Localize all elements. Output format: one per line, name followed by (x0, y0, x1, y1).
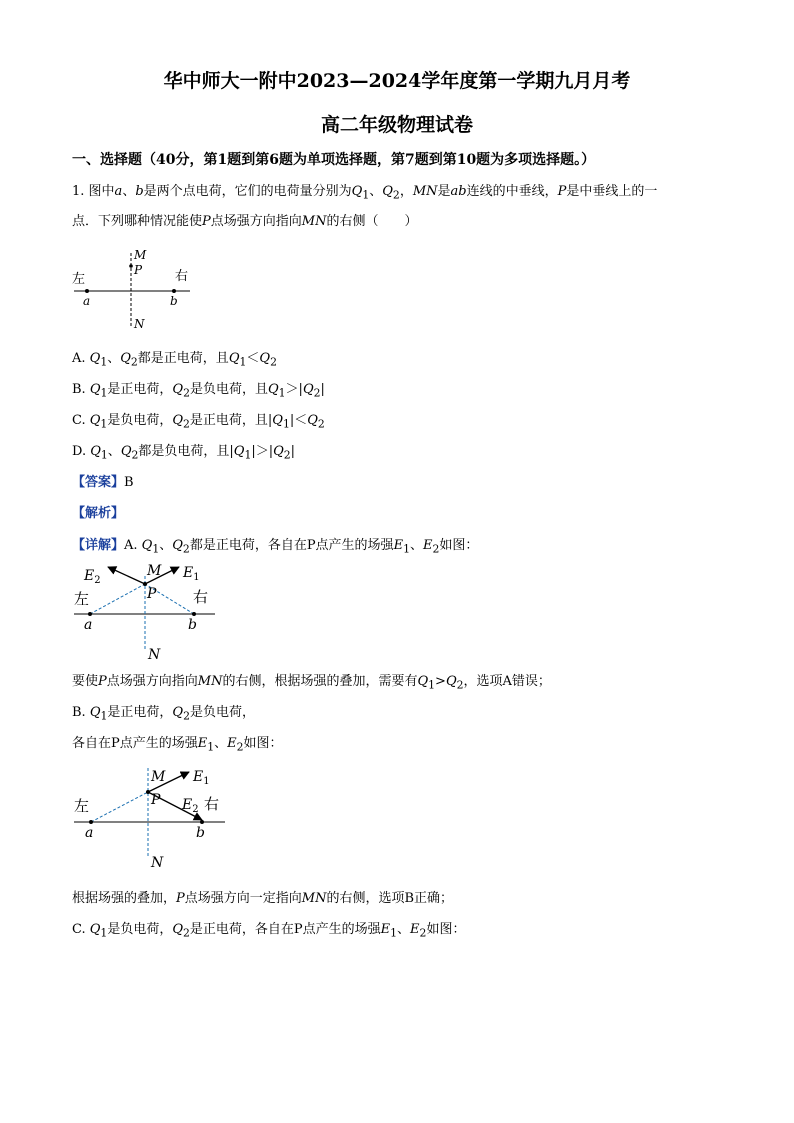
label-b: b (196, 825, 205, 841)
question-figure (70, 245, 200, 335)
label-left: 左 (74, 797, 90, 815)
label-right: 右 (204, 795, 220, 813)
label-a: a (85, 825, 94, 841)
analysis-line (72, 505, 124, 523)
detail-c-line: C. $Q_1$是负电荷，$Q_2$是正电荷，各自在P点产生的场强$E_1$、$E_2$如图： (72, 922, 466, 940)
charge-a (89, 820, 93, 824)
a-to-p-line (91, 792, 148, 822)
option-c[interactable]: C. $Q_1$是负电荷，$Q_2$是正电荷，且$|Q_1|<Q_2$ (72, 413, 325, 431)
section-heading: 一、选择题（40分，第1题到第6题为单项选择题，第7题到第10题为多项选择题。） (72, 152, 596, 168)
option-b[interactable]: B. $Q_1$是正电荷，$Q_2$是负电荷，且$Q_1>|Q_2|$ (72, 382, 325, 400)
label-e2: $E_2$ (182, 797, 199, 815)
label-m: M (151, 769, 166, 785)
answer-tag: 【答案】 (72, 475, 125, 490)
label-a: a (83, 294, 91, 308)
label-right: 右 (175, 269, 189, 284)
label-e2: $E_2$ (84, 568, 101, 586)
label-n: N (151, 855, 164, 871)
label-p: P (134, 263, 143, 277)
label-e1: $E_1$ (193, 769, 210, 787)
question-stem-line-2: 点．下列哪种情况能使P点场强方向指向MN的右侧（ ） (72, 214, 418, 229)
page-subtitle: 高二年级物理试卷 (320, 114, 473, 136)
label-left: 左 (72, 272, 86, 287)
option-a[interactable]: A. $Q_1$、$Q_2$都是正电荷，且$Q_1<Q_2$ (72, 351, 277, 369)
point-p (129, 264, 133, 268)
label-p: P (147, 586, 157, 602)
label-b: b (188, 617, 197, 633)
label-n: N (148, 647, 161, 663)
charge-b (172, 289, 176, 293)
label-right: 右 (193, 588, 209, 606)
charge-b (192, 612, 196, 616)
detail-a-line: 【详解】A. $Q_1$、$Q_2$都是正电荷，各自在P点产生的场强$E_1$、$E_2$如图： (72, 538, 479, 556)
a-to-p-line (90, 584, 145, 614)
label-left: 左 (74, 590, 90, 608)
point-p (146, 790, 150, 794)
label-n: N (134, 317, 145, 331)
label-e1: $E_1$ (183, 565, 200, 583)
question-stem-line-1: 1. 图中a、b是两个点电荷，它们的电荷量分别为$Q_1$、$Q_2$，MN是ab连线的中垂线，P是中垂线上的一 (72, 184, 658, 202)
label-m: M (134, 248, 147, 262)
label-a: a (84, 617, 93, 633)
answer-line (72, 474, 134, 492)
label-m: M (147, 563, 162, 579)
answer-value: B (124, 475, 134, 490)
figure-case-b (70, 760, 230, 875)
detail-b-line: B. $Q_1$是正电荷，$Q_2$是负电荷， (72, 705, 255, 723)
charge-a (85, 289, 89, 293)
detail-tag: 【详解】 (72, 538, 125, 553)
detail-a-conclusion: 要使P点场强方向指向MN的右侧，根据场强的叠加，需要有$Q_1>Q_2$，选项A错误； (72, 674, 551, 692)
charge-a (88, 612, 92, 616)
analysis-tag: 【解析】 (72, 506, 125, 521)
figure-case-a (70, 558, 220, 668)
charge-b (200, 820, 204, 824)
label-p: P (151, 792, 161, 808)
option-d[interactable]: D. $Q_1$、$Q_2$都是负电荷，且$|Q_1|>|Q_2|$ (72, 444, 296, 462)
detail-b-line-2: 各自在P点产生的场强$E_1$、$E_2$如图： (72, 736, 283, 754)
page-title: 华中师大一附中2023—2024学年度第一学期九月月考 (163, 70, 631, 92)
detail-b-conclusion: 根据场强的叠加，P点场强方向一定指向MN的右侧，选项B正确； (72, 891, 454, 906)
e2-arrow (108, 567, 145, 584)
label-b: b (170, 294, 178, 308)
